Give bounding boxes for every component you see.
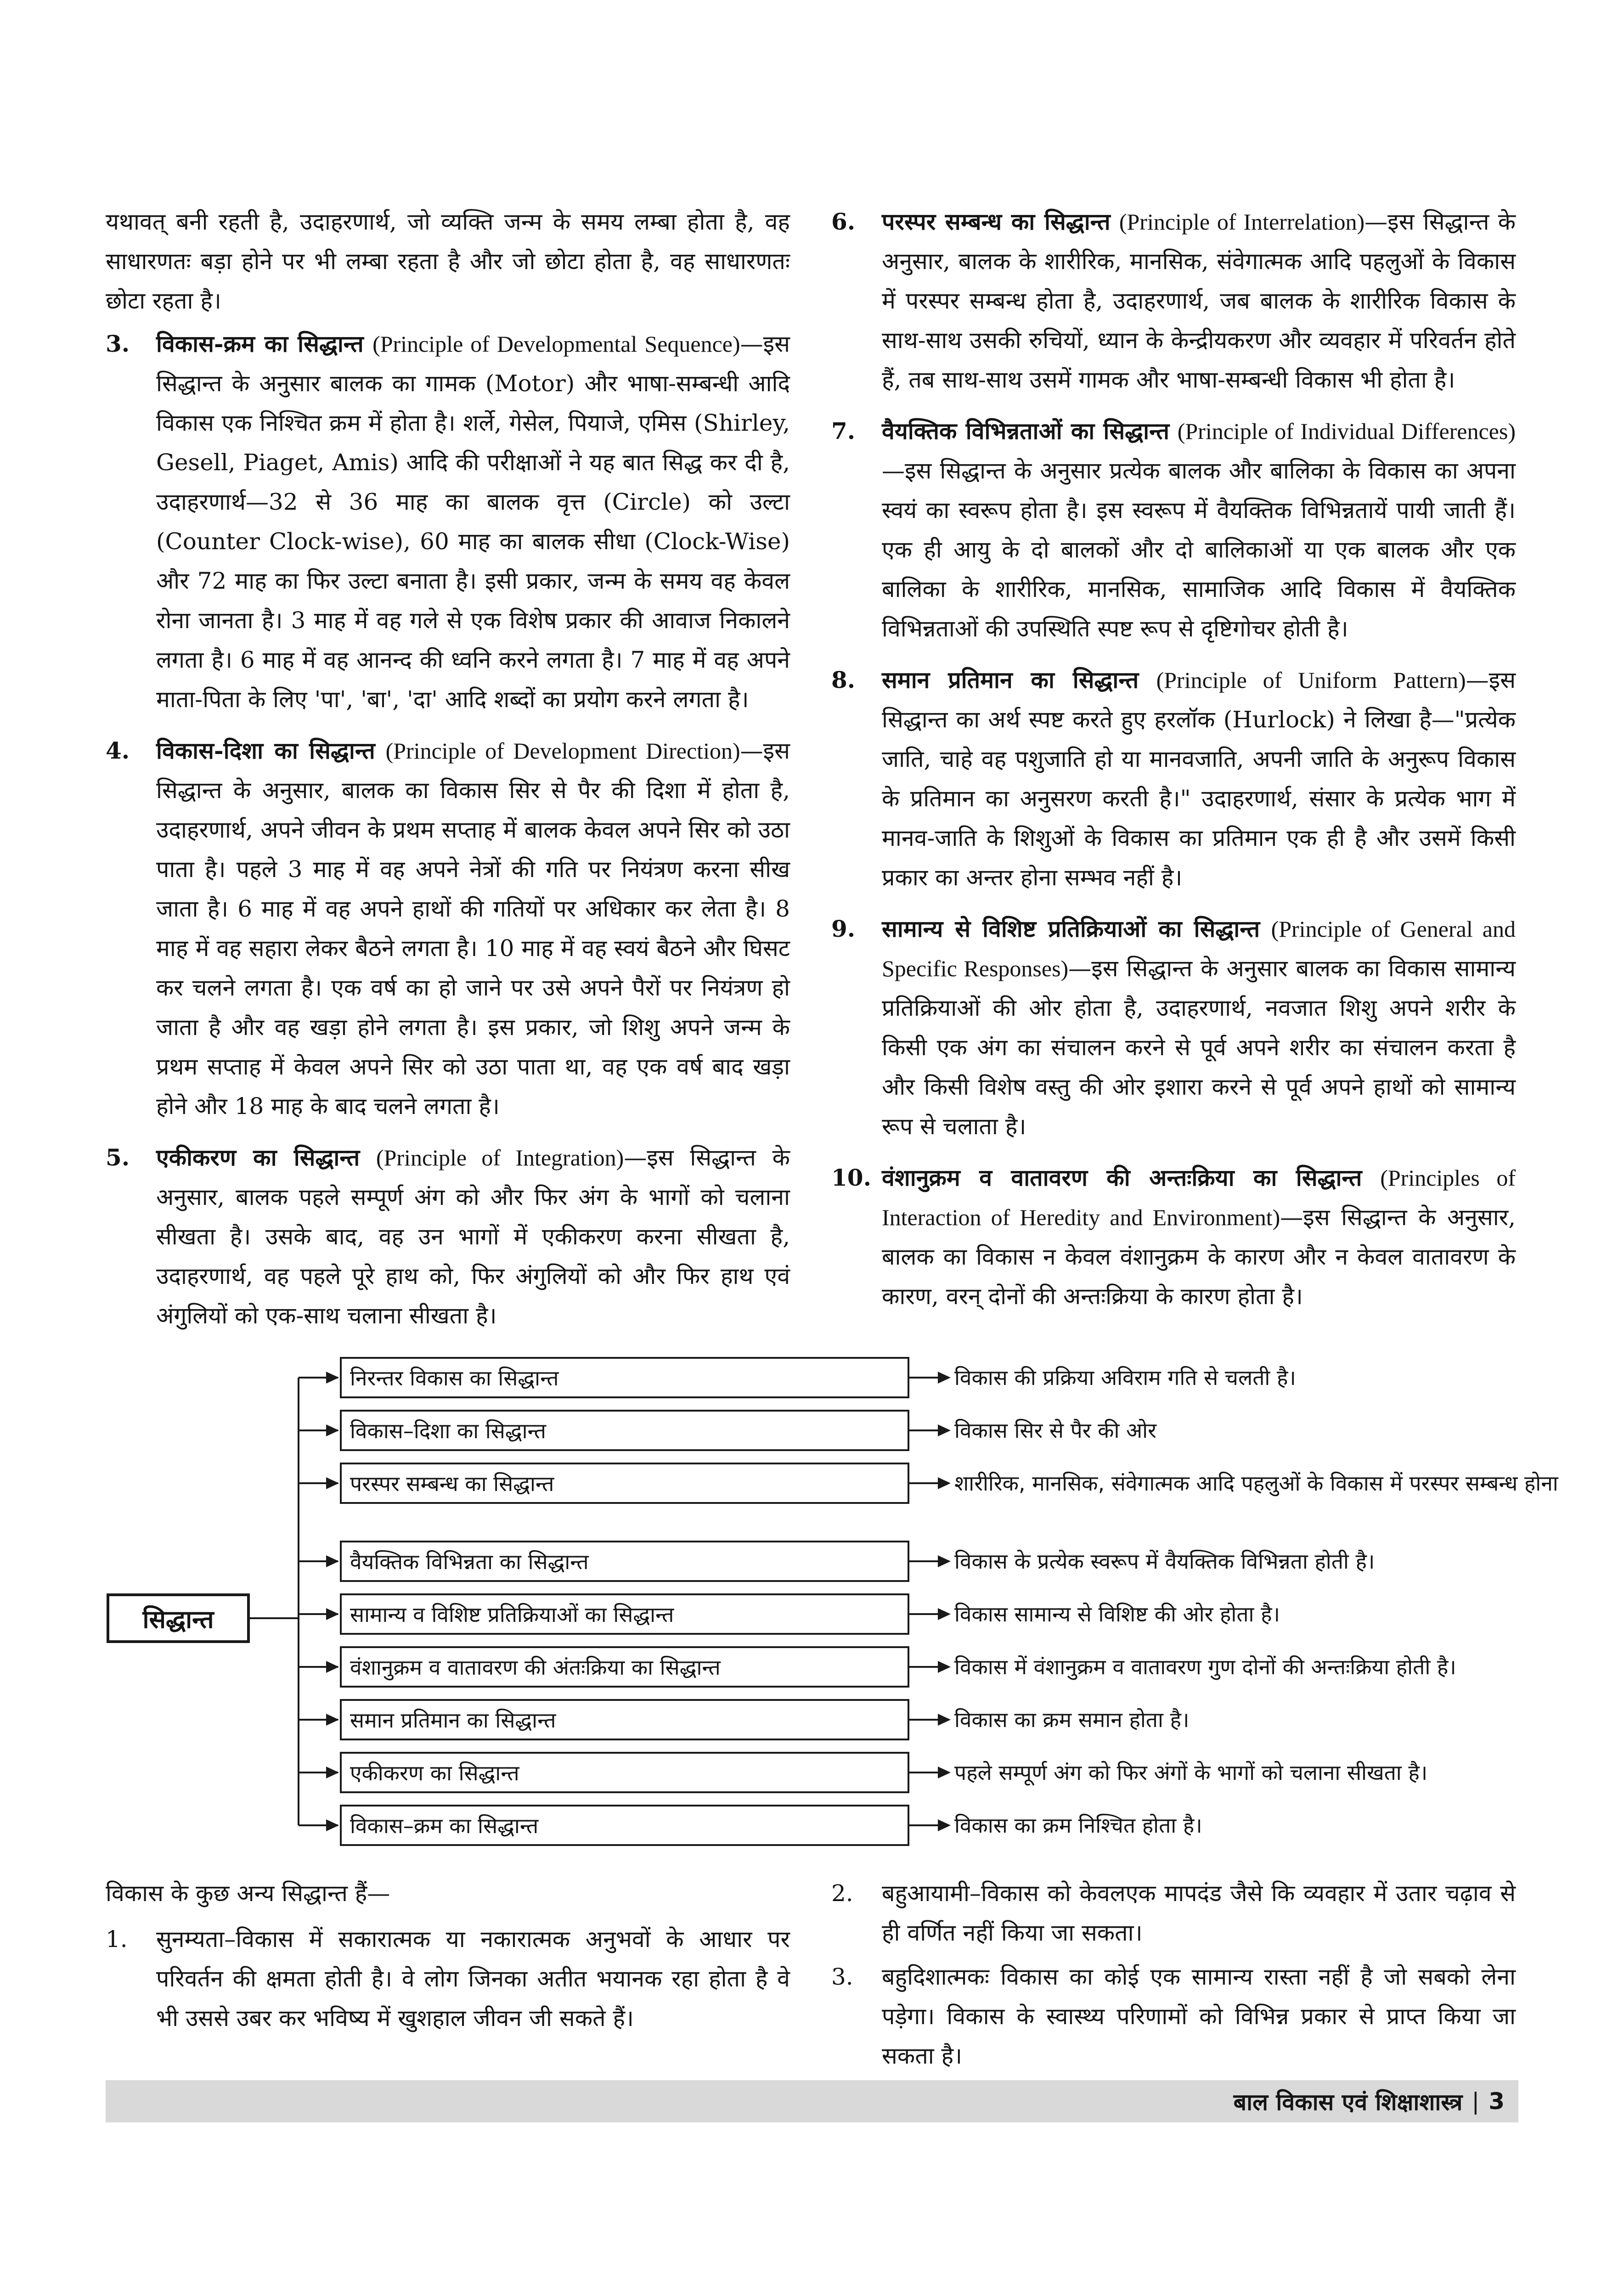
principle-item-7 [831, 411, 1516, 648]
principle-item-6 [831, 202, 1516, 400]
item-title: समान प्रतिमान का सिद्धान्त [882, 666, 1139, 693]
result-arrow-head [938, 1819, 951, 1831]
footer-book-title: बाल विकास एवं शिक्षाशास्त्र [1233, 2089, 1463, 2116]
item-number: 6. [831, 208, 856, 235]
item-english-title: (Principle of Developmental Sequence) [372, 331, 740, 357]
result-arrow-head [938, 1714, 951, 1726]
principle-item-3 [106, 324, 790, 719]
branch-arrow-head [326, 1477, 339, 1489]
other-principles-heading: विकास के कुछ अन्य सिद्धान्त हैं— [106, 1880, 390, 1907]
diagram-result-text: विकास के प्रत्येक स्वरूप में वैयक्तिक विभिन्नता होती है। [954, 1549, 1375, 1574]
diagram-result-text: पहले सम्पूर्ण अंग को फिर अंगों के भागों को चलाना सीखता है। [954, 1760, 1428, 1785]
diagram-principle-box: विकास–दिशा का सिद्धान्त [340, 1410, 909, 1451]
result-arrow-head [938, 1661, 951, 1673]
branch-arrow-head [326, 1767, 339, 1778]
other-principle-item [831, 1874, 1516, 1953]
principle-item-9 [831, 909, 1516, 1146]
item-english-title: (Principle of General and Specific Responses) [882, 916, 1516, 981]
item-title: विकास-क्रम का सिद्धान्त [156, 330, 364, 357]
diagram-result-text: विकास सिर से पैर की ओर [954, 1418, 1156, 1443]
result-arrow-head [938, 1767, 951, 1778]
item-number: 9. [831, 915, 856, 942]
item-title: परस्पर सम्बन्ध का सिद्धान्त [882, 208, 1111, 235]
item-body: —इस सिद्धान्त के अनुसार, बालक का विकास न केवल वंशानुक्रम के कारण और न केवल वातावरण के कारण, वरन् दोनों की अन्तःक्रिया के कारण होता है। [882, 1204, 1516, 1310]
intro-paragraph: यथावत् बनी रहती है, उदाहरणार्थ, जो व्यक्ति जन्म के समय लम्बा होता है, वह साधारणतः बड़ा होने पर भी लम्बा रहता है और जो छोटा होता है, वह साधारणतः छोटा रहता है। [106, 208, 790, 314]
diagram-result-text: शारीरिक, मानसिक, संवेगात्मक आदि पहलुओं के विकास में परस्पर सम्बन्ध होना [954, 1471, 1558, 1496]
result-arrow-head [938, 1555, 951, 1567]
page-footer [106, 2080, 1518, 2122]
item-body: —इस सिद्धान्त के अनुसार, बालक के शारीरिक, मानसिक, संवेगात्मक आदि पहलुओं के विकास में परस्पर सम्बन्ध होता है, उदाहरणार्थ, जब बालक के शारीरिक विकास के साथ-साथ उसकी रुचियों, ध्यान के केन्द्रीयकरण और व्यवहार में परिवर्तन होते हैं, तब साथ-साथ उसमें गामक और भाषा-सम्बन्धी विकास भी होता है। [882, 208, 1516, 393]
item-body: —इस सिद्धान्त का अर्थ स्पष्ट करते हुए हरलॉक (Hurlock) ने लिखा है—"प्रत्येक जाति, चाहे वह पशुजाति हो या मानवजाति, अपनी जाति के अनुरूप विकास के प्रतिमान का अनुसरण करती है।" उदाहरणार्थ, संसार के प्रत्येक भाग में मानव-जाति के शिशुओं के विकास का प्रतिमान एक ही है और उसमें किसी प्रकार का अन्तर होना सम्भव नहीं है। [882, 667, 1516, 891]
result-arrow-head [938, 1372, 951, 1384]
item-number: 3. [831, 1964, 853, 1990]
branch-arrow-head [326, 1424, 339, 1436]
item-body: —इस सिद्धान्त के अनुसार प्रत्येक बालक और बालिका के विकास का अपना स्वयं का स्वरूप होता है। इस स्वरूप में वैयक्तिक विभिन्नतायें पायी जाती हैं। एक ही आयु के दो बालकों और दो बालिकाओं या एक बालक और एक बालिका के शारीरिक, मानसिक, सामाजिक आदि विकास में वैयक्तिक विभिन्नताओं की उपस्थिति स्पष्ट रूप से दृष्टिगोचर होती है। [882, 457, 1516, 642]
item-text: बहुदिशात्मकः विकास का कोई एक सामान्य रास्ता नहीं है जो सबको लेना पड़ेगा। विकास के स्वास्थ्य परिणामों को विभिन्न प्रकार से प्राप्त किया जा सकता है। [882, 1964, 1516, 2069]
branch-arrow-head [326, 1714, 339, 1726]
item-body: —इस सिद्धान्त के अनुसार बालक का विकास सामान्य प्रतिक्रियाओं की ओर होता है, उदाहरणार्थ, नवजात शिशु अपने शरीर के किसी एक अंग का संचालन करने से पूर्व अपने शरीर का संचालन करता है और किसी विशेष वस्तु की ओर इशारा करने से पूर्व अपने हाथों को सामान्य रूप से चलाता है। [882, 955, 1516, 1140]
item-title: वैयक्तिक विभिन्नताओं का सिद्धान्त [882, 417, 1169, 445]
diagram-result-text: विकास का क्रम समान होता है। [954, 1707, 1190, 1732]
item-body: —इस सिद्धान्त के अनुसार बालक का गामक (Motor) और भाषा-सम्बन्धी आदि विकास एक निश्चित क्रम में होता है। शर्ले, गेसेल, पियाजे, एमिस (Shirley, Gesell, Piaget, Amis) आदि की परीक्षाओं ने यह बात सिद्ध कर दी है, उदाहरणार्थ—32 से 36 माह का बालक वृत्त (Circle) को उल्टा (Counter Clock-wise), 60 माह का बालक सीधा (Clock-Wise) और 72 माह का फिर उल्टा बनाता है। इसी प्रकार, जन्म के समय वह केवल रोना जानता है। 3 माह में वह गले से एक विशेष प्रकार की आवाज निकालने लगता है। 6 माह में वह आनन्द की ध्वनि करने लगता है। 7 माह में वह अपने माता-पिता के लिए 'पा', 'बा', 'दा' आदि शब्दों का प्रयोग करने लगता है। [156, 331, 790, 713]
item-text: सुनम्यता–विकास में सकारात्मक या नकारात्मक अनुभवों के आधार पर परिवर्तन की क्षमता होती है। वे लोग जिनका अतीत भयानक रहा होता है वे भी उससे उबर कर भविष्य में खुशहाल जीवन जी सकते हैं। [156, 1926, 790, 2032]
right-column [831, 202, 1516, 1328]
diagram-root-box: सिद्धान्त [107, 1593, 250, 1643]
other-principle-item [831, 1957, 1516, 2076]
diagram-principle-box: एकीकरण का सिद्धान्त [340, 1752, 909, 1793]
footer-separator: | [1472, 2088, 1480, 2115]
diagram-principle-box: परस्पर सम्बन्ध का सिद्धान्त [340, 1463, 909, 1504]
item-number: 2. [831, 1880, 853, 1907]
item-title: वंशानुक्रम व वातावरण की अन्तःक्रिया का सिद्धान्त [882, 1164, 1362, 1191]
item-number: 4. [106, 737, 130, 764]
principle-item-4 [106, 731, 790, 1126]
diagram-principle-box: समान प्रतिमान का सिद्धान्त [340, 1699, 909, 1740]
branch-arrow-head [326, 1555, 339, 1567]
diagram-result-text: विकास में वंशानुक्रम व वातावरण गुण दोनों की अन्तःक्रिया होती है। [954, 1654, 1456, 1679]
diagram-result-text: विकास का क्रम निश्चित होता है। [954, 1813, 1202, 1838]
item-title: विकास-दिशा का सिद्धान्त [156, 737, 375, 764]
principles-diagram [101, 1355, 1598, 1887]
branch-arrow-head [326, 1661, 339, 1673]
diagram-principle-box: वैयक्तिक विभिन्नता का सिद्धान्त [340, 1541, 909, 1582]
item-number: 5. [106, 1144, 130, 1171]
item-number: 3. [106, 330, 130, 357]
item-english-title: (Principle of Development Direction) [385, 738, 740, 764]
branch-arrow-head [326, 1819, 339, 1831]
item-text: बहुआयामी–विकास को केवलएक मापदंड जैसे कि व्यवहार में उतार चढ़ाव से ही वर्णित नहीं किया जा सकता। [882, 1880, 1516, 1946]
branch-arrow-head [326, 1608, 339, 1620]
diagram-principle-box: निरन्तर विकास का सिद्धान्त [340, 1357, 909, 1398]
branch-arrow-head [326, 1372, 339, 1384]
diagram-principle-box: सामान्य व विशिष्ट प्रतिक्रियाओं का सिद्धान्त [340, 1593, 909, 1635]
item-number: 7. [831, 417, 856, 445]
principle-item-8 [831, 660, 1516, 897]
diagram-result-text: विकास की प्रक्रिया अविराम गति से चलती है। [954, 1365, 1296, 1390]
item-english-title: (Principle of Uniform Pattern) [1156, 667, 1466, 693]
item-body: —इस सिद्धान्त के अनुसार, बालक का विकास सिर से पैर की दिशा में होता है, उदाहरणार्थ, अपने जीवन के प्रथम सप्ताह में बालक केवल अपने सिर को उठा पाता है। पहले 3 माह में वह अपने नेत्रों की गति पर नियंत्रण करना सीख जाता है। 6 माह में वह अपने हाथों की गतियों पर अधिकार कर लेता है। 8 माह में वह सहारा लेकर बैठने लगता है। 10 माह में वह स्वयं बैठने और घिसट कर चलने लगता है। एक वर्ष का हो जाने पर उसे अपने पैरों पर नियंत्रण हो जाता है और वह खड़ा होने लगता है। इस प्रकार, जो शिशु अपने जन्म के प्रथम सप्ताह में केवल अपने सिर को उठा पाता था, वह एक वर्ष बाद खड़ा होने और 18 माह के बाद चलने लगता है। [156, 737, 790, 1120]
result-arrow-head [938, 1608, 951, 1620]
item-number: 10. [831, 1164, 871, 1191]
result-arrow-head [938, 1424, 951, 1436]
diagram-principle-box: विकास–क्रम का सिद्धान्त [340, 1805, 909, 1846]
item-english-title: (Principle of Individual Differences) [1177, 418, 1516, 444]
principle-item-10 [831, 1158, 1516, 1316]
item-title: एकीकरण का सिद्धान्त [156, 1144, 360, 1171]
footer-page-number: 3 [1489, 2088, 1505, 2115]
item-english-title: (Principle of Interrelation) [1119, 209, 1365, 235]
item-number: 1. [106, 1926, 128, 1953]
item-title: सामान्य से विशिष्ट प्रतिक्रियाओं का सिद्धान्त [882, 915, 1260, 942]
other-principle-item [106, 1919, 790, 2038]
left-column [106, 202, 790, 1347]
diagram-result-text: विकास सामान्य से विशिष्ट की ओर होता है। [954, 1602, 1280, 1626]
result-arrow-head [938, 1477, 951, 1489]
item-number: 8. [831, 666, 856, 693]
principle-item-5 [106, 1138, 790, 1335]
item-english-title: (Principle of Integration) [376, 1145, 624, 1171]
diagram-principle-box: वंशानुक्रम व वातावरण की अंतःक्रिया का सिद्धान्त [340, 1646, 909, 1688]
item-english-title: (Principles of Interaction of Heredity and Environment) [882, 1165, 1516, 1230]
item-body: —इस सिद्धान्त के अनुसार, बालक पहले सम्पूर्ण अंग को और फिर अंग के भागों को चलाना सीखता है। उसके बाद, वह उन भागों में एकीकरण करना सीखता है, उदाहरणार्थ, वह पहले पूरे हाथ को, फिर अंगुलियों को और फिर हाथ एवं अंगुलियों को एक-साथ चलाना सीखता है। [156, 1144, 790, 1329]
